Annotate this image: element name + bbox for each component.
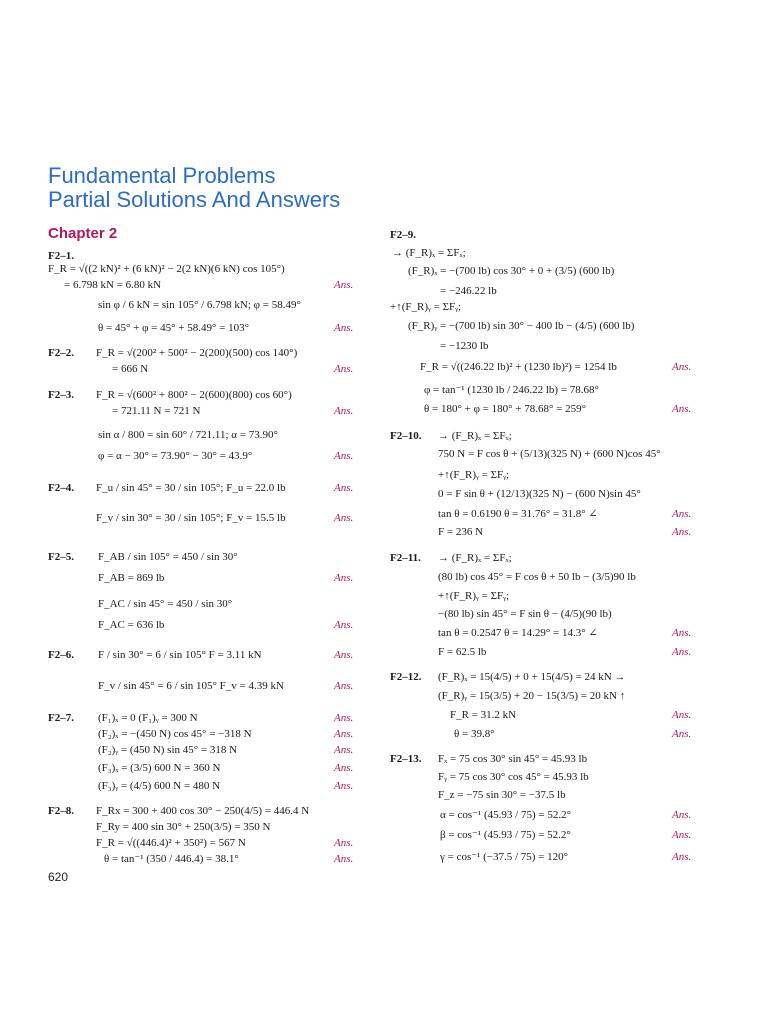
solution-line: = 666 N	[112, 363, 149, 375]
solution-line: → (F_R)ₓ = ΣFₓ;	[438, 552, 512, 564]
answer-marker: Ans.	[334, 363, 354, 375]
solution-line: F_AB = 869 lb	[98, 572, 165, 584]
solution-line: φ = tan⁻¹ (1230 lb / 246.22 lb) = 78.68°	[424, 384, 599, 396]
solution-line: F_AB / sin 105° = 450 / sin 30°	[98, 551, 238, 563]
solution-line: F = 236 N	[438, 526, 484, 538]
solution-line: Fₓ = 75 cos 30° sin 45° = 45.93 lb	[438, 753, 588, 765]
chapter-heading: Chapter 2	[48, 225, 118, 242]
solution-line: → (F_R)ₓ = ΣFₓ;	[438, 430, 512, 442]
answer-marker: Ans.	[334, 322, 354, 334]
problem-label: F2–7.	[48, 712, 74, 724]
solution-line: → (F_R)ₓ = ΣFₓ;	[392, 247, 466, 259]
answer-marker: Ans.	[672, 646, 692, 658]
answer-marker: Ans.	[334, 744, 354, 756]
answer-marker: Ans.	[672, 508, 692, 520]
problem-label: F2–12.	[390, 671, 422, 683]
solution-line: (F_R)ᵧ = 15(3/5) + 20 − 15(3/5) = 20 kN ↑	[438, 690, 626, 702]
answer-marker: Ans.	[334, 728, 354, 740]
solution-line: F_AC / sin 45° = 450 / sin 30°	[98, 598, 233, 610]
title-line-2: Partial Solutions And Answers	[48, 187, 341, 212]
solution-line: F_R = √((246.22 lb)² + (1230 lb)²) = 1254 lb	[420, 361, 617, 373]
page-title	[48, 164, 340, 212]
solution-line: F_R = √((2 kN)² + (6 kN)² − 2(2 kN)(6 kN) cos 105°)	[48, 263, 285, 275]
solution-line: F_u / sin 45° = 30 / sin 105°; F_u = 22.0 lb	[96, 482, 286, 494]
solution-line: Fᵧ = 75 cos 30° cos 45° = 45.93 lb	[438, 771, 589, 783]
solution-line: β = cos⁻¹ (45.93 / 75) = 52.2°	[440, 829, 571, 841]
solution-line: = −1230 lb	[440, 340, 489, 352]
solution-line: sin φ / 6 kN = sin 105° / 6.798 kN; φ = 58.49°	[98, 299, 301, 311]
problem-label: F2–1.	[48, 250, 74, 262]
solution-line: θ = 180° + φ = 180° + 78.68° = 259°	[424, 403, 586, 415]
problem-label: F2–8.	[48, 805, 74, 817]
solution-line: (80 lb) cos 45° = F cos θ + 50 lb − (3/5)90 lb	[438, 571, 636, 583]
answer-marker: Ans.	[672, 361, 692, 373]
answer-marker: Ans.	[334, 780, 354, 792]
answer-marker: Ans.	[334, 572, 354, 584]
solution-line: −(80 lb) sin 45° = F sin θ − (4/5)(90 lb)	[438, 608, 612, 620]
answer-marker: Ans.	[672, 851, 692, 863]
solution-line: F_R = √(200² + 500² − 2(200)(500) cos 140°)	[96, 347, 298, 359]
answer-marker: Ans.	[672, 709, 692, 721]
solution-line: F_R = √(600² + 800² − 2(600)(800) cos 60°)	[96, 389, 292, 401]
answer-marker: Ans.	[334, 619, 354, 631]
answer-marker: Ans.	[672, 526, 692, 538]
solution-line: φ = α − 30° = 73.90° − 30° = 43.9°	[98, 450, 253, 462]
problem-label: F2–5.	[48, 551, 74, 563]
solution-line: (F₃)ₓ = (3/5) 600 N = 360 N	[98, 762, 221, 774]
page-number: 620	[48, 870, 69, 884]
answer-marker: Ans.	[334, 405, 354, 417]
solution-line: +↑(F_R)ᵧ = ΣFᵧ;	[390, 301, 462, 313]
solution-line: α = cos⁻¹ (45.93 / 75) = 52.2°	[440, 809, 571, 821]
solution-line: 750 N = F cos θ + (5/13)(325 N) + (600 N)cos 45°	[438, 448, 661, 460]
solution-line: (F_R)ₓ = −(700 lb) cos 30° + 0 + (3/5) (600 lb)	[408, 265, 615, 277]
title-line-1: Fundamental Problems	[48, 163, 276, 188]
solution-line: F_z = −75 sin 30° = −37.5 lb	[438, 789, 566, 801]
solution-line: tan θ = 0.2547 θ = 14.29° = 14.3° ∠	[438, 627, 598, 639]
solution-line: +↑(F_R)ᵧ = ΣFᵧ;	[438, 590, 510, 602]
solution-line: (F₃)ᵧ = (4/5) 600 N = 480 N	[98, 780, 221, 792]
solution-line: F_Rx = 300 + 400 cos 30° − 250(4/5) = 446.4 N	[96, 805, 310, 817]
solution-line: 0 = F sin θ + (12/13)(325 N) − (600 N)sin 45°	[438, 488, 641, 500]
answer-marker: Ans.	[334, 649, 354, 661]
solution-line: = 6.798 kN = 6.80 kN	[64, 279, 162, 291]
solution-line: F_R = √((446.4)² + 350²) = 567 N	[96, 837, 246, 849]
answer-marker: Ans.	[334, 279, 354, 291]
solution-line: +↑(F_R)ᵧ = ΣFᵧ;	[438, 469, 510, 481]
solution-line: (F₂)ₓ = −(450 N) cos 45° = −318 N	[98, 728, 252, 740]
solution-line: (F_R)ₓ = 15(4/5) + 0 + 15(4/5) = 24 kN →	[438, 671, 626, 683]
answer-marker: Ans.	[672, 829, 692, 841]
solution-line: (F₁)ₓ = 0 (F₁)ᵧ = 300 N	[98, 712, 198, 724]
solution-line: F / sin 30° = 6 / sin 105° F = 3.11 kN	[98, 649, 262, 661]
problem-label: F2–9.	[390, 229, 416, 241]
solution-line: F_R = 31.2 kN	[450, 709, 517, 721]
solution-line: (F₂)ᵧ = (450 N) sin 45° = 318 N	[98, 744, 238, 756]
answer-marker: Ans.	[672, 403, 692, 415]
answer-marker: Ans.	[334, 512, 354, 524]
solution-line: θ = 45° + φ = 45° + 58.49° = 103°	[98, 322, 249, 334]
solution-line: = −246.22 lb	[440, 285, 497, 297]
answer-marker: Ans.	[334, 837, 354, 849]
answer-marker: Ans.	[334, 680, 354, 692]
answer-marker: Ans.	[672, 809, 692, 821]
solution-line: = 721.11 N = 721 N	[112, 405, 201, 417]
problem-label: F2–2.	[48, 347, 74, 359]
answer-marker: Ans.	[672, 728, 692, 740]
solution-line: F_v / sin 30° = 30 / sin 105°; F_v = 15.5 lb	[96, 512, 286, 524]
problem-label: F2–11.	[390, 552, 421, 564]
solution-line: θ = tan⁻¹ (350 / 446.4) = 38.1°	[104, 853, 239, 865]
answer-marker: Ans.	[672, 627, 692, 639]
answer-marker: Ans.	[334, 482, 354, 494]
solution-line: sin α / 800 = sin 60° / 721.11; α = 73.90°	[98, 429, 278, 441]
answer-marker: Ans.	[334, 762, 354, 774]
problem-label: F2–13.	[390, 753, 422, 765]
problem-label: F2–3.	[48, 389, 74, 401]
answer-marker: Ans.	[334, 853, 354, 865]
problem-label: F2–10.	[390, 430, 422, 442]
solution-line: F_Ry = 400 sin 30° + 250(3/5) = 350 N	[96, 821, 271, 833]
solution-line: θ = 39.8°	[454, 728, 495, 740]
solution-line: tan θ = 0.6190 θ = 31.76° = 31.8° ∠	[438, 508, 598, 520]
solution-line: F_AC = 636 lb	[98, 619, 165, 631]
solution-line: F = 62.5 lb	[438, 646, 487, 658]
answer-marker: Ans.	[334, 712, 354, 724]
problem-label: F2–4.	[48, 482, 74, 494]
answer-marker: Ans.	[334, 450, 354, 462]
solution-line: (F_R)ᵧ = −(700 lb) sin 30° − 400 lb − (4/5) (600 lb)	[408, 320, 635, 332]
solution-line: γ = cos⁻¹ (−37.5 / 75) = 120°	[440, 851, 569, 863]
problem-label: F2–6.	[48, 649, 74, 661]
solution-line: F_v / sin 45° = 6 / sin 105° F_v = 4.39 kN	[98, 680, 284, 692]
